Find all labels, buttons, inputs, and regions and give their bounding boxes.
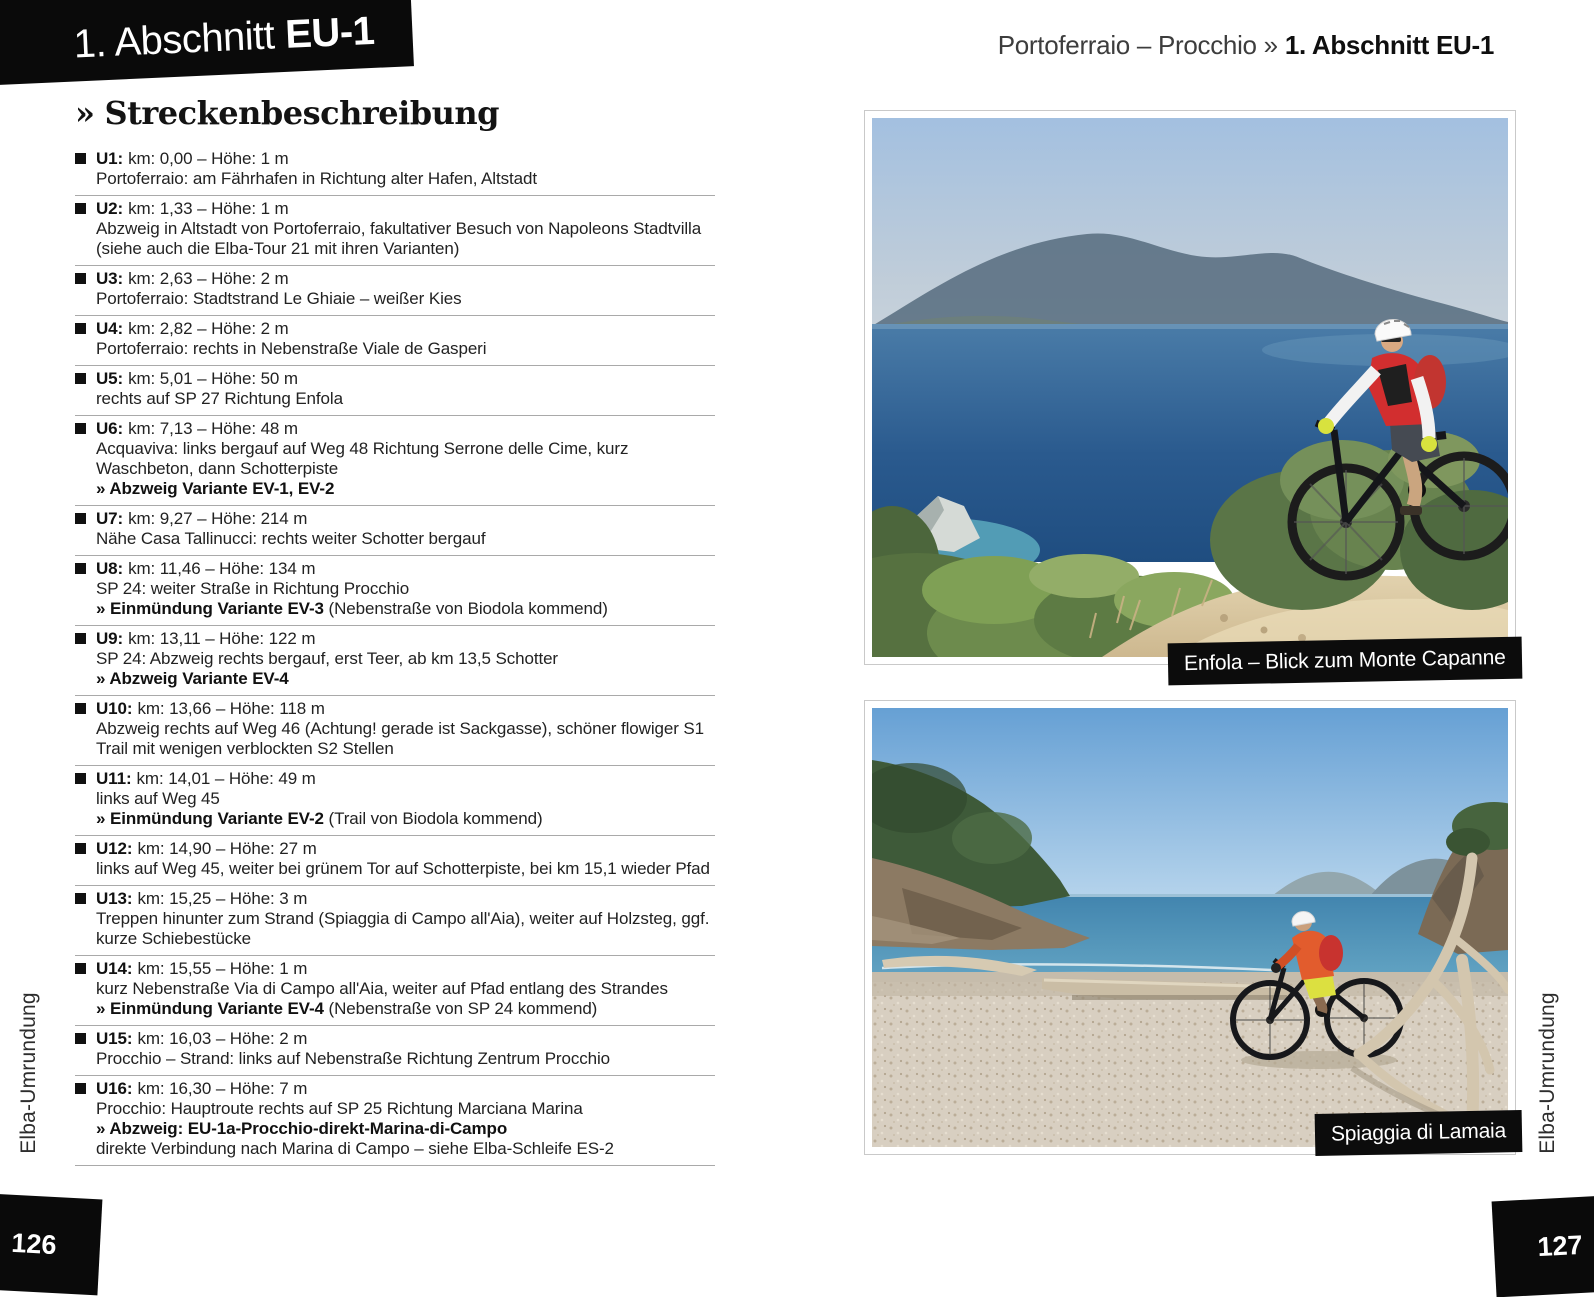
waypoint-item <box>75 366 715 416</box>
waypoint-head <box>96 369 715 389</box>
waypoint-km-height: km: 16,03 – Höhe: 2 m <box>137 1029 308 1048</box>
waypoint-id: U13: <box>96 889 133 908</box>
bullet-square-icon <box>75 563 86 574</box>
waypoint-item <box>75 506 715 556</box>
waypoint-variant-bold: » Einmündung Variante EV-4 <box>96 999 324 1018</box>
waypoint-km-height: km: 2,82 – Höhe: 2 m <box>128 319 289 338</box>
waypoint-head <box>96 1079 715 1099</box>
side-label-left: Elba-Umrundung <box>17 992 40 1154</box>
waypoint-id: U14: <box>96 959 133 978</box>
waypoint-variant <box>96 479 715 499</box>
waypoint-description: Nähe Casa Tallinucci: rechts weiter Schotter bergauf <box>96 529 486 548</box>
bullet-square-icon <box>75 423 86 434</box>
bullet-square-icon <box>75 843 86 854</box>
bullet-square-icon <box>75 893 86 904</box>
waypoint-description: rechts auf SP 27 Richtung Enfola <box>96 389 343 408</box>
waypoint-item <box>75 316 715 366</box>
waypoint-item <box>75 886 715 956</box>
breadcrumb <box>998 30 1494 61</box>
waypoint-item <box>75 1026 715 1076</box>
bullet-square-icon <box>75 513 86 524</box>
section-banner <box>0 0 414 86</box>
waypoint-description: Treppen hinunter zum Strand (Spiaggia di Campo all'Aia), weiter auf Holzsteg, ggf. kurze Schiebestücke <box>96 909 710 948</box>
bullet-square-icon <box>75 373 86 384</box>
bullet-square-icon <box>75 633 86 644</box>
waypoint-variant-rest: (Trail von Biodola kommend) <box>323 809 543 828</box>
photo-lamaia-beach <box>864 700 1516 1155</box>
waypoint-variant-bold: » Einmündung Variante EV-3 <box>96 599 324 618</box>
bullet-square-icon <box>75 203 86 214</box>
waypoint-variant <box>96 599 715 619</box>
chevrons-icon: » <box>75 94 95 132</box>
waypoint-description: Portoferraio: Stadtstrand Le Ghiaie – weißer Kies <box>96 289 462 308</box>
waypoint-item <box>75 956 715 1026</box>
waypoint-id: U7: <box>96 509 124 528</box>
waypoint-variant <box>96 999 715 1019</box>
section-banner-title <box>73 9 376 68</box>
waypoint-km-height: km: 13,11 – Höhe: 122 m <box>128 629 316 648</box>
waypoint-km-height: km: 15,55 – Höhe: 1 m <box>137 959 308 978</box>
waypoint-head <box>96 419 715 439</box>
waypoint-id: U16: <box>96 1079 133 1098</box>
route-description-column <box>75 94 715 1166</box>
waypoint-item <box>75 146 715 196</box>
waypoint-km-height: km: 5,01 – Höhe: 50 m <box>128 369 298 388</box>
waypoint-item <box>75 416 715 506</box>
bullet-square-icon <box>75 963 86 974</box>
waypoint-head <box>96 509 715 529</box>
waypoint-km-height: km: 7,13 – Höhe: 48 m <box>128 419 298 438</box>
waypoint-description: links auf Weg 45, weiter bei grünem Tor auf Schotterpiste, bei km 15,1 wieder Pfad <box>96 859 710 878</box>
waypoint-item <box>75 626 715 696</box>
waypoint-item <box>75 696 715 766</box>
waypoint-variant-bold: » Abzweig Variante EV-1, EV-2 <box>96 479 335 498</box>
waypoint-description: links auf Weg 45 <box>96 789 220 808</box>
waypoint-head <box>96 629 715 649</box>
photo-lamaia-illustration <box>872 708 1508 1147</box>
banner-title-regular: 1. Abschnitt <box>72 13 276 67</box>
waypoint-id: U6: <box>96 419 124 438</box>
waypoint-variant <box>96 809 715 829</box>
waypoint-description: Acquaviva: links bergauf auf Weg 48 Richtung Serrone delle Cime, kurz Waschbeton, dann Schotterpiste <box>96 439 629 478</box>
waypoint-description: Abzweig rechts auf Weg 46 (Achtung! gerade ist Sackgasse), schöner flowiger S1 Trail mit wenigen verblockten S2 Stellen <box>96 719 704 758</box>
waypoint-variant <box>96 1119 715 1139</box>
waypoint-km-height: km: 13,66 – Höhe: 118 m <box>137 699 325 718</box>
waypoint-id: U4: <box>96 319 124 338</box>
photo-caption-lamaia: Spiaggia di Lamaia <box>1315 1110 1523 1156</box>
bullet-square-icon <box>75 273 86 284</box>
waypoint-km-height: km: 1,33 – Höhe: 1 m <box>128 199 289 218</box>
waypoint-id: U12: <box>96 839 133 858</box>
side-label-right: Elba-Umrundung <box>1536 992 1559 1154</box>
waypoint-item <box>75 556 715 626</box>
waypoint-head <box>96 959 715 979</box>
waypoint-variant-bold: » Abzweig Variante EV-4 <box>96 669 289 688</box>
waypoint-km-height: km: 2,63 – Höhe: 2 m <box>128 269 289 288</box>
waypoint-description: Procchio: Hauptroute rechts auf SP 25 Richtung Marciana Marina <box>96 1099 583 1118</box>
waypoint-item <box>75 766 715 836</box>
waypoint-id: U10: <box>96 699 133 718</box>
waypoint-list <box>75 146 715 1166</box>
page-title <box>75 94 715 132</box>
waypoint-head <box>96 199 715 219</box>
waypoint-description: Abzweig in Altstadt von Portoferraio, fakultativer Besuch von Napoleons Stadtvilla (siehe auch die Elba-Tour 21 mit ihren Varianten) <box>96 219 702 258</box>
waypoint-head <box>96 149 715 169</box>
waypoint-km-height: km: 15,25 – Höhe: 3 m <box>137 889 308 908</box>
waypoint-postnote: direkte Verbindung nach Marina di Campo – siehe Elba-Schleife ES-2 <box>96 1139 614 1158</box>
page-number-right: 127 <box>1492 1195 1594 1297</box>
waypoint-head <box>96 699 715 719</box>
waypoint-description: Portoferraio: am Fährhafen in Richtung alter Hafen, Altstadt <box>96 169 537 188</box>
bullet-square-icon <box>75 703 86 714</box>
bullet-square-icon <box>75 1033 86 1044</box>
waypoint-id: U11: <box>96 769 132 788</box>
waypoint-km-height: km: 0,00 – Höhe: 1 m <box>128 149 289 168</box>
waypoint-variant <box>96 669 715 689</box>
waypoint-id: U2: <box>96 199 124 218</box>
waypoint-head <box>96 839 715 859</box>
breadcrumb-section: 1. Abschnitt EU-1 <box>1284 30 1494 60</box>
waypoint-id: U1: <box>96 149 124 168</box>
waypoint-id: U5: <box>96 369 124 388</box>
waypoint-variant-rest: (Nebenstraße von SP 24 kommend) <box>323 999 598 1018</box>
waypoint-head <box>96 769 715 789</box>
waypoint-item <box>75 1076 715 1166</box>
bullet-square-icon <box>75 153 86 164</box>
waypoint-id: U9: <box>96 629 124 648</box>
bullet-square-icon <box>75 323 86 334</box>
bullet-square-icon <box>75 773 86 784</box>
waypoint-description: SP 24: Abzweig rechts bergauf, erst Teer, ab km 13,5 Schotter <box>96 649 558 668</box>
waypoint-head <box>96 319 715 339</box>
page-number-left: 126 <box>0 1193 102 1296</box>
banner-title-bold: EU-1 <box>284 8 376 57</box>
waypoint-head <box>96 269 715 289</box>
bullet-square-icon <box>75 1083 86 1094</box>
waypoint-id: U8: <box>96 559 124 578</box>
waypoint-head <box>96 559 715 579</box>
page-title-text: Streckenbeschreibung <box>104 94 500 132</box>
waypoint-km-height: km: 14,01 – Höhe: 49 m <box>136 769 316 788</box>
waypoint-description: Procchio – Strand: links auf Nebenstraße Richtung Zentrum Procchio <box>96 1049 611 1068</box>
breadcrumb-route: Portoferraio – Procchio » <box>997 30 1278 60</box>
waypoint-km-height: km: 14,90 – Höhe: 27 m <box>137 839 317 858</box>
waypoint-variant-bold: » Abzweig: EU-1a-Procchio-direkt-Marina-di-Campo <box>96 1119 508 1138</box>
waypoint-description: kurz Nebenstraße Via di Campo all'Aia, weiter auf Pfad entlang des Strandes <box>96 979 668 998</box>
waypoint-km-height: km: 16,30 – Höhe: 7 m <box>137 1079 308 1098</box>
waypoint-km-height: km: 9,27 – Höhe: 214 m <box>128 509 308 528</box>
waypoint-head <box>96 1029 715 1049</box>
waypoint-km-height: km: 11,46 – Höhe: 134 m <box>128 559 316 578</box>
waypoint-item <box>75 266 715 316</box>
waypoint-variant-rest: (Nebenstraße von Biodola kommend) <box>323 599 608 618</box>
waypoint-description: Portoferraio: rechts in Nebenstraße Viale de Gasperi <box>96 339 487 358</box>
waypoint-description: SP 24: weiter Straße in Richtung Procchio <box>96 579 410 598</box>
waypoint-id: U15: <box>96 1029 133 1048</box>
waypoint-variant-bold: » Einmündung Variante EV-2 <box>96 809 324 828</box>
waypoint-item <box>75 836 715 886</box>
waypoint-head <box>96 889 715 909</box>
waypoint-id: U3: <box>96 269 124 288</box>
photo-enfola-illustration <box>872 118 1508 657</box>
waypoint-item <box>75 196 715 266</box>
photo-enfola-trail <box>864 110 1516 665</box>
photo-caption-enfola: Enfola – Blick zum Monte Capanne <box>1168 637 1522 686</box>
